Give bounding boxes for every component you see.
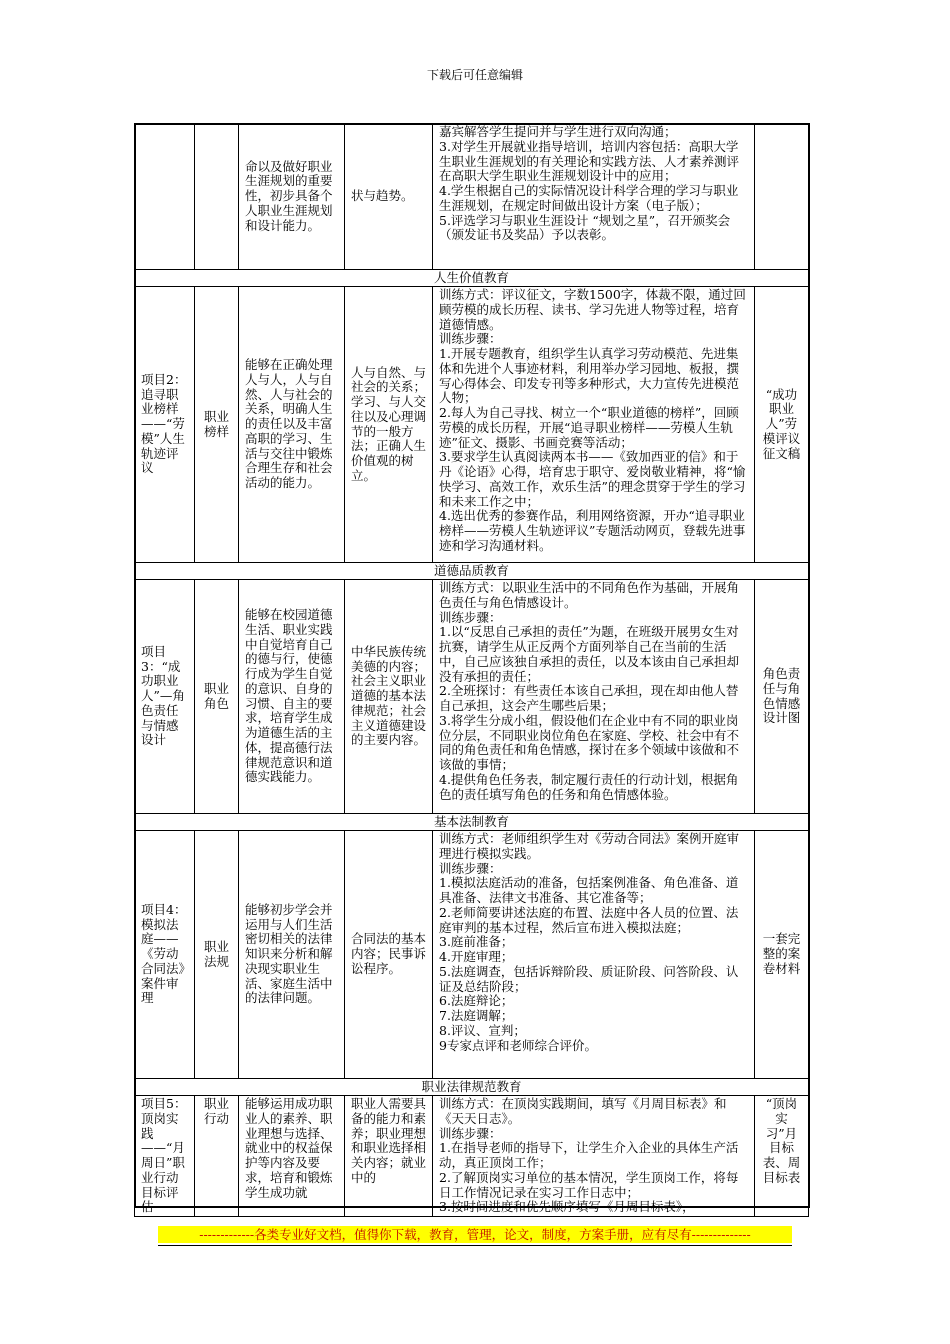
section-header-row	[135, 1079, 809, 1096]
section-title: 基本法制教育	[135, 814, 809, 831]
outcome-cell	[755, 124, 809, 270]
project-cell	[135, 124, 195, 270]
content-cell: 职业人需要具备的能力和素养；职业理想和职业选择相关内容；就业中的	[345, 1096, 433, 1217]
step-line: 1.在指导老师的指导下，让学生介入企业的具体生产活动，真正顶岗工作；	[439, 1140, 739, 1170]
theme-cell	[195, 124, 239, 270]
step-line: 1.开展专题教育，组织学生认真学习劳动模范、先进集体和先进个人事迹材料，利用举办学习园地、板报，撰写心得体会、印发专刊等多种形式，大力宣传先进模范人物；	[439, 346, 740, 406]
steps-cell	[433, 124, 755, 270]
step-line: 3.庭前准备；	[439, 934, 514, 950]
ability-cell: 能够初步学会并运用与人们生活密切相关的法律知识来分析和解决现实职业生活、家庭生活中的法律问题。	[239, 831, 345, 1079]
step-line: 训练方式：评议征文，字数1500字，体裁不限，通过回顾劳模的成长历程、读书、学习先进人物等过程，培育道德情感。	[439, 287, 746, 332]
step-line: 训练步骤：	[439, 331, 502, 347]
step-line: 6.法庭辩论；	[439, 993, 514, 1009]
step-line: 9专家点评和老师综合评价。	[439, 1037, 597, 1053]
page-header: 下载后可任意编辑	[426, 68, 523, 82]
theme-cell: 职业行动	[195, 1096, 239, 1217]
step-line: 4.开庭审理；	[439, 949, 514, 964]
step-line: 2.老师简要讲述法庭的布置、法庭中各人员的位置、法庭审判的基本过程，然后宣布进入模拟法庭；	[439, 904, 739, 935]
step-line: 3.按时间进度和优先顺序填写《月周目标表》，	[439, 1199, 695, 1215]
content-cell: 中华民族传统美德的内容；社会主义职业道德的基本法律规范；社会主义道德建设的主要内容。	[345, 580, 433, 814]
outcome-cell: “成功职业人”劳模评议征文稿	[755, 287, 809, 563]
step-line: 2.了解顶岗实习单位的基本情况，学生顶岗工作，将每日工作情况记录在实习工作日志中；	[439, 1169, 739, 1200]
steps-cell	[433, 1096, 755, 1217]
table-row	[135, 124, 809, 270]
step-line: 8.评议、宣判；	[439, 1022, 526, 1038]
page-footer: -------------各类专业好文档，值得你下载，教育，管理，论文，制度，方案手册，应有尽有--------------	[158, 1226, 792, 1243]
project-cell: 项目3：“成功职业人”—角色责任与情感设计	[135, 580, 195, 814]
theme-cell: 职业法规	[195, 831, 239, 1079]
footer-divider	[158, 1245, 792, 1246]
section-header-row	[135, 563, 809, 580]
section-title: 职业法律规范教育	[135, 1079, 809, 1096]
steps-cell	[433, 580, 755, 814]
steps-cell	[433, 287, 755, 563]
section-title: 人生价值教育	[135, 270, 809, 287]
step-line: 3.要求学生认真阅读两本书——《致加西亚的信》和于丹《论语》心得，培育忠于职守、爱岗敬业精神，将“愉快学习、高效工作，欢乐生活”的理念贯穿于学生的学习和未来工作之中；	[439, 449, 746, 509]
section-title: 道德品质教育	[135, 563, 809, 580]
step-line: 7.法庭调解；	[439, 1008, 514, 1023]
outcome-cell: “顶岗实习”月目标表、周目标表	[755, 1096, 809, 1217]
step-line: 4.学生根据自己的实际情况设计科学合理的学习与职业生涯规划，在规定时间做出设计方案（电子版）；	[439, 183, 739, 213]
theme-cell: 职业角色	[195, 580, 239, 814]
theme-cell: 职业榜样	[195, 287, 239, 563]
project-cell: 项目2：追寻职业榜样——“劳模”人生轨迹评议	[135, 287, 195, 563]
section-header-row	[135, 270, 809, 287]
step-line: 1.以“反思自己承担的责任”为题，在班级开展男女生对抗赛，请学生从正反两个方面列举自己在当前的生活中，自己应该独自承担的责任，以及本该由自己承担却没有承担的责任；	[439, 624, 740, 684]
step-line: 训练方式：老师组织学生对《劳动合同法》案例开庭审理进行模拟实践。	[439, 831, 740, 861]
project-cell: 项目5：顶岗实践——“月周日”职业行动目标评估	[135, 1096, 195, 1217]
course-table	[134, 123, 809, 1217]
step-line: 4.提供角色任务表，制定履行责任的行动计划，根据角色的责任填写角色的任务和角色情感体验。	[439, 771, 739, 802]
outcome-cell: 角色责任与角色情感设计图	[755, 580, 809, 814]
step-line: 训练步骤：	[439, 609, 502, 625]
table-row	[135, 287, 809, 563]
step-line: 5.评选学习与职业生涯设计 “规划之星”，召开颁奖会（颁发证书及奖品）予以表彰。	[439, 212, 731, 243]
content-cell: 合同法的基本内容；民事诉讼程序。	[345, 831, 433, 1079]
step-line: 3.将学生分成小组，假设他们在企业中有不同的职业岗位分层，不同职业岗位角色在家庭、学校、社会中有不同的角色责任和角色情感，探讨在多个领域中该做和不该做的事情；	[439, 712, 740, 772]
step-line: 嘉宾解答学生提问并与学生进行双向沟通；	[439, 124, 677, 139]
content-cell: 状与趋势。	[345, 124, 433, 270]
table-row	[135, 1096, 809, 1217]
ability-cell: 能够在正确处理人与人，人与自然、人与社会的关系，明确人生的责任以及丰富高职的学习、生活与交往中锻炼合理生存和社会活动的能力。	[239, 287, 345, 563]
outcome-cell: 一套完整的案卷材料	[755, 831, 809, 1079]
ability-cell: 能够运用成功职业人的素养、职业理想与选择、就业中的权益保护等内容及要求，培育和锻炼学生成功就	[239, 1096, 345, 1217]
step-line: 训练方式：以职业生活中的不同角色作为基础，开展角色责任与角色情感设计。	[439, 580, 740, 610]
project-cell: 项目4：模拟法庭——《劳动合同法》案件审理	[135, 831, 195, 1079]
section-header-row	[135, 814, 809, 831]
step-line: 2.每人为自己寻找、树立一个“职业道德的榜样”，回顾劳模的成长历程，开展“追寻职业榜样——劳模人生轨迹”征文、摄影、书画竞赛等活动；	[439, 405, 739, 450]
table-row	[135, 831, 809, 1079]
content-cell: 人与自然、与社会的关系；学习、与人交往以及心理调节的一般方法；正确人生价值观的树立。	[345, 287, 433, 563]
step-line: 1.模拟法庭活动的准备，包括案例准备、角色准备、道具准备、法律文书准备、其它准备等；	[439, 875, 739, 905]
step-line: 训练方式：在顶岗实践期间，填写《月周目标表》和《天天日志》。	[439, 1096, 727, 1126]
steps-cell	[433, 831, 755, 1079]
step-line: 5.法庭调查，包括诉辩阶段、质证阶段、问答阶段、认证及总结阶段；	[439, 963, 739, 994]
table-row	[135, 580, 809, 814]
step-line: 训练步骤：	[439, 860, 502, 876]
step-line: 训练步骤：	[439, 1125, 502, 1141]
step-line: 3.对学生开展就业指导培训，培训内容包括：高职大学生职业生涯规划的有关理论和实践方法、人才素养测评在高职大学生职业生涯规划设计中的应用；	[439, 138, 740, 184]
step-line: 2.全班探讨：有些责任本该自己承担，现在却由他人替自己承担，这会产生哪些后果；	[439, 683, 739, 713]
ability-cell: 能够在校园道德生活、职业实践中自觉培育自己的德与行，使德行成为学生自觉的意识、自身的习惯、自主的要求，培育学生成为道德生活的主体，提高德行法律规范意识和道德实践能力。	[239, 580, 345, 814]
ability-cell: 命以及做好职业生涯规划的重要性，初步具备个人职业生涯规划和设计能力。	[239, 124, 345, 270]
step-line: 4.选出优秀的参赛作品，利用网络资源，开办“追寻职业榜样——劳模人生轨迹评议”专题活动网页，登载先进事迹和学习沟通材料。	[439, 508, 746, 553]
